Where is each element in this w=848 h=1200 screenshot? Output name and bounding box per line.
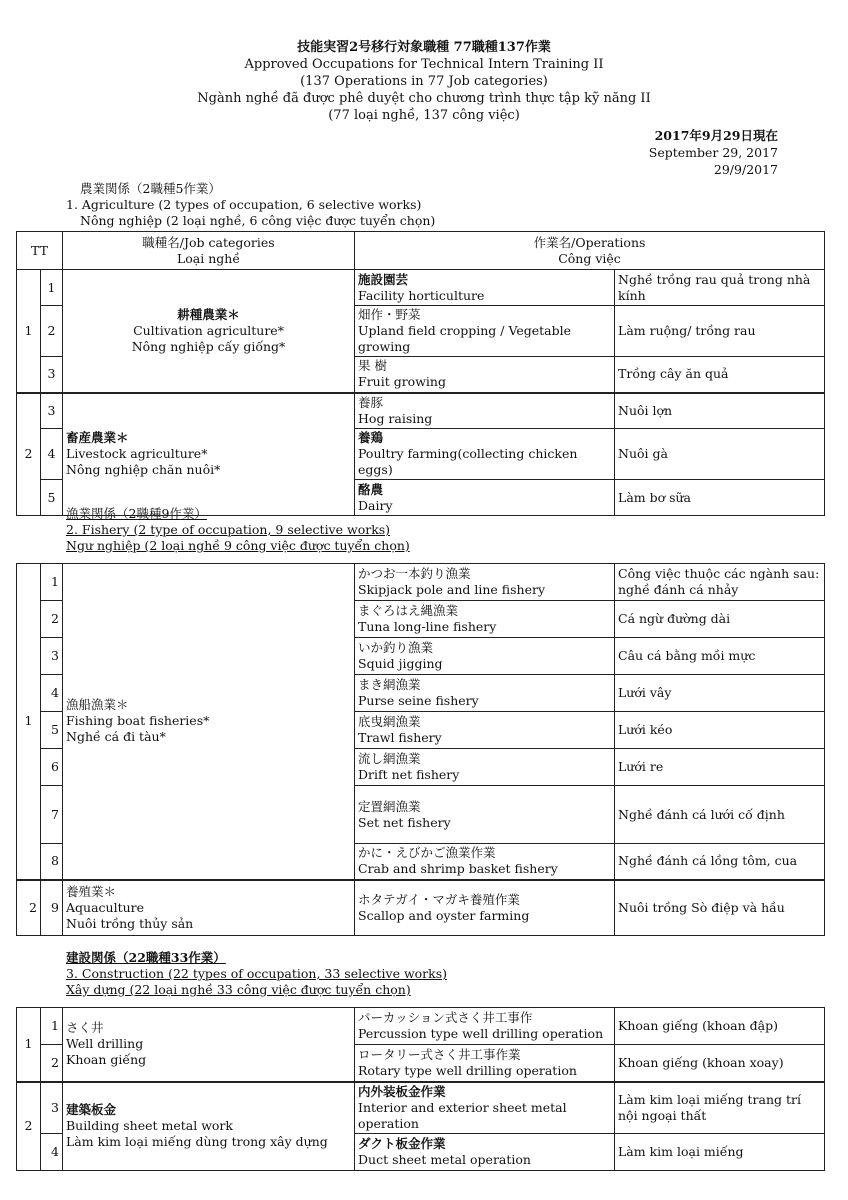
op-no: 2 xyxy=(41,306,63,357)
op-name xyxy=(355,601,615,638)
op-no: 3 xyxy=(41,393,63,429)
op-en: Skipjack pole and line fishery xyxy=(358,582,546,597)
op-name xyxy=(355,880,615,936)
op-name xyxy=(355,1133,615,1170)
table-row xyxy=(17,564,825,601)
op-en: Facility horticulture xyxy=(358,287,485,303)
op-en: Upland field cropping / Vegetable growing xyxy=(358,323,571,354)
agriculture-table xyxy=(16,231,825,516)
op-no: 6 xyxy=(41,749,63,786)
op-name xyxy=(355,675,615,712)
op-jp: 酪農 xyxy=(358,481,384,497)
job-vi: Khoan giếng xyxy=(66,1052,147,1068)
job-en: Cultivation agriculture* xyxy=(133,322,284,338)
table-row xyxy=(17,1082,825,1134)
job-vi: Nông nghiệp cấy giống* xyxy=(131,338,286,354)
op-no: 3 xyxy=(41,1082,63,1134)
title-vi-sub: (77 loại nghề, 137 công việc) xyxy=(328,108,520,123)
table-row xyxy=(17,393,825,429)
op-jp: 底曳網漁業 xyxy=(358,714,421,729)
op-vi: Làm bơ sữa xyxy=(615,480,825,516)
op-en: Hog raising xyxy=(358,410,433,426)
op-no: 3 xyxy=(41,638,63,675)
op-no: 9 xyxy=(41,880,63,936)
section-title-jp: 農業関係（2職種5作業） xyxy=(80,181,221,196)
op-jp: まき網漁業 xyxy=(358,677,421,692)
op-name xyxy=(355,749,615,786)
op-en: Tuna long-line fishery xyxy=(358,619,497,634)
col-header-job-en: 職種名/Job categories xyxy=(142,234,275,250)
col-header-job-vi: Loại nghề xyxy=(176,250,241,266)
op-vi: Công việc thuộc các ngành sau: nghề đánh cá nhảy xyxy=(615,564,825,601)
op-jp: 果 樹 xyxy=(358,358,387,374)
op-jp: 内外装板金作業 xyxy=(358,1083,446,1099)
op-no: 5 xyxy=(41,480,63,516)
op-no: 2 xyxy=(41,601,63,638)
job-jp: さく井 xyxy=(66,1020,104,1036)
op-jp: かつお一本釣り漁業 xyxy=(358,566,471,581)
op-jp: ダクト板金作業 xyxy=(358,1135,446,1151)
op-vi: Làm kim loại miếng xyxy=(615,1133,825,1170)
op-jp: 定置網漁業 xyxy=(358,798,421,814)
op-vi: Trồng cây ăn quả xyxy=(615,357,825,393)
title-en-sub: (137 Operations in 77 Job categories) xyxy=(300,74,548,89)
op-en: Percussion type well drilling operation xyxy=(358,1026,604,1041)
section-construction-title xyxy=(66,950,447,998)
op-no: 4 xyxy=(41,429,63,480)
date-en: September 29, 2017 xyxy=(648,145,778,160)
section-title-vi: Nông nghiệp (2 loại nghề, 6 công việc được tuyển chọn) xyxy=(80,213,436,228)
job-jp: 建築板金 xyxy=(66,1102,117,1117)
section-agriculture-title xyxy=(66,181,435,229)
title-jp: 技能実習2号移行対象職種 77職種137作業 xyxy=(297,40,551,55)
section-title-vi: Xây dựng (22 loại nghề 33 công việc được tuyển chọn) xyxy=(66,982,411,997)
date-vi: 29/9/2017 xyxy=(713,162,778,177)
table-row xyxy=(17,270,825,306)
op-vi: Nghề đánh cá lưới cố định xyxy=(615,786,825,844)
date-block xyxy=(649,127,778,178)
op-no: 7 xyxy=(41,786,63,844)
op-no: 4 xyxy=(41,1133,63,1170)
op-name xyxy=(355,429,615,480)
table-row xyxy=(17,1008,825,1045)
op-en: Trawl fishery xyxy=(358,730,442,745)
section-title-jp: 漁業関係（2職種9作業） xyxy=(66,506,207,521)
op-name xyxy=(355,638,615,675)
section-title-en: 3. Construction (22 types of occupation, 33 selective works) xyxy=(66,966,448,981)
op-no: 1 xyxy=(41,1008,63,1045)
op-jp: 畑作・野菜 xyxy=(358,307,421,322)
op-en: Duct sheet metal operation xyxy=(358,1151,531,1167)
op-vi: Nghề trồng rau quả trong nhà kính xyxy=(615,270,825,306)
job-jp: 漁船漁業＊ xyxy=(66,697,129,713)
op-en: Interior and exterior sheet metal operation xyxy=(358,1099,567,1131)
op-jp: 流し網漁業 xyxy=(358,751,421,766)
job-name xyxy=(63,393,355,516)
op-no: 4 xyxy=(41,675,63,712)
op-jp: 養鶏 xyxy=(358,430,384,445)
op-vi: Lưới kéo xyxy=(615,712,825,749)
date-jp: 2017年9月29日現在 xyxy=(654,128,778,143)
op-jp: 養豚 xyxy=(358,394,384,410)
section-title-en: 1. Agriculture (2 types of occupation, 6 selective works) xyxy=(66,197,422,212)
job-name xyxy=(63,1008,355,1082)
job-tt: 2 xyxy=(17,393,41,516)
fishery-table xyxy=(16,563,825,936)
section-title-en: 2. Fishery (2 type of occupation, 9 selective works) xyxy=(66,522,391,537)
op-no: 3 xyxy=(41,357,63,393)
op-no: 8 xyxy=(41,844,63,880)
job-tt: 2 xyxy=(17,1082,41,1171)
col-header-op xyxy=(355,232,825,270)
op-en: Rotary type well drilling operation xyxy=(358,1062,577,1078)
op-vi: Nuôi lợn xyxy=(615,393,825,429)
op-jp: ホタテガイ・マガキ養殖作業 xyxy=(358,891,520,907)
job-en: Livestock agriculture* xyxy=(66,446,208,462)
job-vi: Nuôi trồng thủy sản xyxy=(66,915,194,931)
op-en: Drift net fishery xyxy=(358,767,460,782)
col-header-op-en: 作業名/Operations xyxy=(533,234,646,250)
op-name xyxy=(355,564,615,601)
section-title-jp: 建設関係（22職種33作業） xyxy=(66,950,226,965)
job-tt: 1 xyxy=(17,564,41,880)
op-no: 5 xyxy=(41,712,63,749)
op-name xyxy=(355,1045,615,1082)
op-name xyxy=(355,270,615,306)
op-en: Squid jigging xyxy=(358,656,443,671)
op-jp: ロータリー式さく井工事作業 xyxy=(358,1046,521,1062)
op-vi: Làm ruộng/ trồng rau xyxy=(615,306,825,357)
op-no: 1 xyxy=(41,270,63,306)
job-vi: Nông nghiệp chăn nuôi* xyxy=(66,462,221,478)
job-jp: 耕種農業＊ xyxy=(177,306,240,322)
job-vi: Làm kim loại miếng dùng trong xây dựng xyxy=(66,1134,328,1149)
job-name xyxy=(63,564,355,880)
op-vi: Cá ngừ đường dài xyxy=(615,601,825,638)
document-header xyxy=(0,40,848,125)
op-vi: Khoan giếng (khoan xoay) xyxy=(615,1045,825,1082)
op-vi: Nghề đánh cá lồng tôm, cua xyxy=(615,844,825,880)
op-vi: Lưới re xyxy=(615,749,825,786)
col-header-op-vi: Công việc xyxy=(558,250,621,266)
op-en: Dairy xyxy=(358,497,393,513)
op-en: Set net fishery xyxy=(358,814,451,830)
op-name xyxy=(355,844,615,880)
table-row xyxy=(17,880,825,936)
job-tt: 2 xyxy=(17,880,41,936)
op-vi: Nuôi gà xyxy=(615,429,825,480)
construction-table xyxy=(16,1007,825,1171)
op-name xyxy=(355,306,615,357)
job-name xyxy=(63,880,355,936)
job-en: Building sheet metal work xyxy=(66,1118,233,1133)
op-en: Fruit growing xyxy=(358,374,446,390)
job-name xyxy=(63,1082,355,1171)
op-jp: いか釣り漁業 xyxy=(358,640,434,655)
op-name xyxy=(355,393,615,429)
op-en: Purse seine fishery xyxy=(358,693,479,708)
job-en: Well drilling xyxy=(66,1036,144,1052)
job-en: Fishing boat fisheries* xyxy=(66,713,210,729)
op-jp: パーカッション式さく井工事作 xyxy=(358,1010,533,1025)
col-header-job xyxy=(63,232,355,270)
job-jp: 畜産農業＊ xyxy=(66,430,129,446)
job-jp: 養殖業＊ xyxy=(66,883,117,899)
op-name xyxy=(355,1008,615,1045)
op-no: 1 xyxy=(41,564,63,601)
op-jp: まぐろはえ縄漁業 xyxy=(358,603,459,618)
job-tt: 1 xyxy=(17,270,41,393)
op-jp: かに・えびかご漁業作業 xyxy=(358,845,496,861)
job-name xyxy=(63,270,355,393)
op-name xyxy=(355,357,615,393)
op-vi: Khoan giếng (khoan đập) xyxy=(615,1008,825,1045)
op-jp: 施設園芸 xyxy=(358,271,409,287)
op-name xyxy=(355,712,615,749)
job-tt: 1 xyxy=(17,1008,41,1082)
op-vi: Lưới vây xyxy=(615,675,825,712)
op-en: Scallop and oyster farming xyxy=(358,907,530,923)
op-name xyxy=(355,1082,615,1134)
job-en: Aquaculture xyxy=(66,899,145,915)
op-no: 2 xyxy=(41,1045,63,1082)
op-name xyxy=(355,786,615,844)
title-en: Approved Occupations for Technical Intern Training II xyxy=(244,57,604,72)
section-title-vi: Ngư nghiệp (2 loại nghề 9 công việc được tuyển chọn) xyxy=(66,538,410,553)
op-vi: Nuôi trồng Sò điệp và hầu xyxy=(615,880,825,936)
op-en: Crab and shrimp basket fishery xyxy=(358,861,558,877)
op-vi: Làm kim loại miếng trang trí nội ngoại thất xyxy=(615,1082,825,1134)
section-fishery-title xyxy=(66,506,410,554)
op-en: Poultry farming(collecting chicken eggs) xyxy=(358,446,578,477)
job-vi: Nghề cá đi tàu* xyxy=(66,729,166,745)
title-vi: Ngành nghề đã được phê duyệt cho chương trình thực tập kỹ năng II xyxy=(197,91,651,106)
col-header-tt: TT xyxy=(17,232,63,270)
op-vi: Câu cá bằng mồi mực xyxy=(615,638,825,675)
